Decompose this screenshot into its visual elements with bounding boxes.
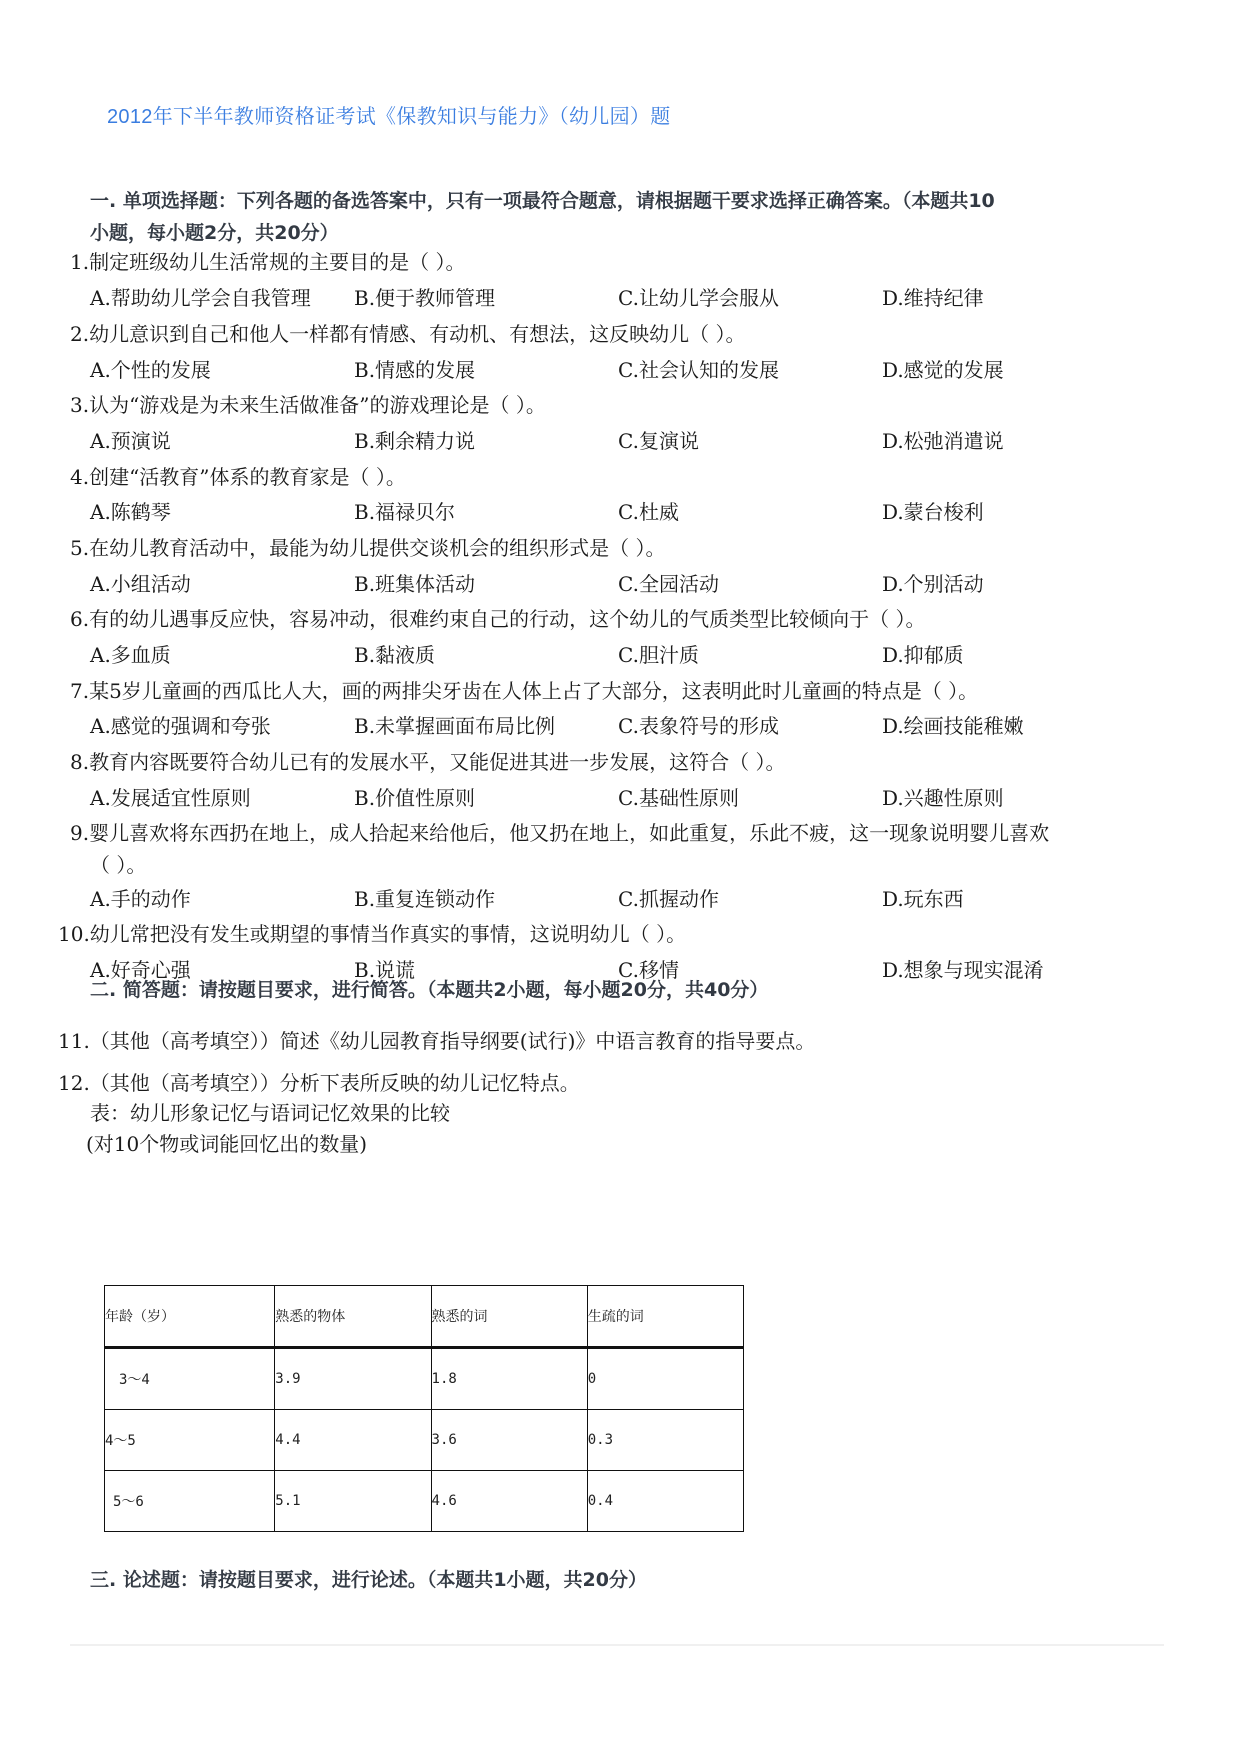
page-divider — [70, 1644, 1164, 1646]
option-b: B.剩余精力说 — [354, 429, 476, 453]
option-a: A.陈鹤琴 — [90, 500, 171, 524]
question-options — [90, 710, 1170, 742]
question-stem: 4.创建“活教育”体系的教育家是（ ）。 — [70, 465, 406, 489]
option-d: D.松弛消遣说 — [882, 429, 1004, 453]
option-a: A.个性的发展 — [90, 358, 211, 382]
option-d: D.维持纪律 — [882, 286, 984, 310]
question-options — [90, 639, 1170, 671]
table-header-row — [105, 1286, 744, 1348]
option-d: D.感觉的发展 — [882, 358, 1004, 382]
table-cell: 3～4 — [105, 1348, 275, 1410]
table-cell: 4.6 — [431, 1471, 587, 1532]
question-options — [90, 425, 1170, 457]
option-c: C.让幼儿学会服从 — [618, 286, 779, 310]
question-options — [90, 568, 1170, 600]
option-a: A.感觉的强调和夸张 — [90, 714, 271, 738]
section-heading-single-choice — [90, 185, 1130, 249]
option-b: B.重复连锁动作 — [354, 887, 496, 911]
question-stem-continuation: （ ）。 — [90, 853, 147, 877]
question-stem: 1.制定班级幼儿生活常规的主要目的是（ ）。 — [70, 250, 466, 274]
table-cell: 5.1 — [275, 1471, 431, 1532]
question-options — [90, 782, 1170, 814]
document-title: 2012年下半年教师资格证考试《保教知识与能力》（幼儿园）题 — [107, 106, 671, 128]
option-a: A.发展适宜性原则 — [90, 786, 251, 810]
memory-comparison-table — [104, 1285, 744, 1532]
option-b: B.说谎 — [354, 958, 416, 982]
option-b: B.价值性原则 — [354, 786, 476, 810]
option-b: B.黏液质 — [354, 643, 436, 667]
option-d: D.想象与现实混淆 — [882, 958, 1044, 982]
question-options — [90, 282, 1170, 314]
question-stem: 2.幼儿意识到自己和他人一样都有情感、有动机、有想法，这反映幼儿（ ）。 — [70, 322, 746, 346]
table-cell: 1.8 — [431, 1348, 587, 1410]
question-options — [90, 883, 1170, 915]
table-caption: 表：幼儿形象记忆与语词记忆效果的比较 — [90, 1101, 450, 1125]
question-stem: 8.教育内容既要符合幼儿已有的发展水平，又能促进其进一步发展，这符合（ ）。 — [70, 750, 786, 774]
option-b: B.福禄贝尔 — [354, 500, 456, 524]
option-b: B.情感的发展 — [354, 358, 476, 382]
option-b: B.班集体活动 — [354, 572, 476, 596]
question-stem-text: 9.婴儿喜欢将东西扔在地上，成人拾起来给他后，他又扔在地上，如此重复，乐此不疲，这一现象说明婴儿喜欢 — [70, 821, 1050, 845]
question-options — [90, 354, 1170, 386]
table-cell: 0 — [587, 1348, 743, 1410]
table-header-cell: 熟悉的词 — [431, 1286, 587, 1348]
question-stem: 7.某5岁儿童画的西瓜比人大，画的两排尖牙齿在人体上占了大部分，这表明此时儿童画的特点是（ ）。 — [70, 679, 979, 703]
option-c: C.社会认知的发展 — [618, 358, 779, 382]
table-row — [105, 1410, 744, 1471]
option-d: D.蒙台梭利 — [882, 500, 984, 524]
question-stem: 6.有的幼儿遇事反应快，容易冲动，很难约束自己的行动，这个幼儿的气质类型比较倾向于（ ）。 — [70, 607, 926, 631]
table-row — [105, 1348, 744, 1410]
section-heading-short-answer: 二. 简答题：请按题目要求，进行简答。（本题共2小题，每小题20分，共40分） — [90, 979, 769, 1001]
table-cell: 0.4 — [587, 1471, 743, 1532]
option-a: A.小组活动 — [90, 572, 191, 596]
section-heading-essay: 三. 论述题：请按题目要求，进行论述。（本题共1小题，共20分） — [90, 1569, 647, 1591]
option-b: B.未掌握画面布局比例 — [354, 714, 556, 738]
question-stem — [70, 817, 1150, 881]
table-header-cell: 生疏的词 — [587, 1286, 743, 1348]
table-header-cell: 年龄（岁） — [105, 1286, 275, 1348]
table-cell: 0.3 — [587, 1410, 743, 1471]
table-cell: 4～5 — [105, 1410, 275, 1471]
table-cell: 3.6 — [431, 1410, 587, 1471]
question-stem: 12.（其他（高考填空））分析下表所反映的幼儿记忆特点。 — [58, 1071, 580, 1095]
option-a: A.多血质 — [90, 643, 171, 667]
option-a: A.预演说 — [90, 429, 171, 453]
section-heading-line: 小题，每小题2分，共20分） — [90, 222, 339, 244]
option-d: D.玩东西 — [882, 887, 964, 911]
question-stem: 3.认为“游戏是为未来生活做准备”的游戏理论是（ ）。 — [70, 393, 546, 417]
option-c: C.基础性原则 — [618, 786, 739, 810]
option-c: C.杜威 — [618, 500, 679, 524]
table-header-cell: 熟悉的物体 — [275, 1286, 431, 1348]
option-d: D.兴趣性原则 — [882, 786, 1004, 810]
table-cell: 3.9 — [275, 1348, 431, 1410]
option-c: C.全园活动 — [618, 572, 719, 596]
section-heading-line: 一. 单项选择题：下列各题的备选答案中，只有一项最符合题意，请根据题干要求选择正确答案。（本题共10 — [90, 190, 995, 212]
option-d: D.个别活动 — [882, 572, 984, 596]
option-d: D.抑郁质 — [882, 643, 964, 667]
option-a: A.好奇心强 — [90, 958, 191, 982]
option-c: C.抓握动作 — [618, 887, 719, 911]
question-stem: 11.（其他（高考填空））简述《幼儿园教育指导纲要(试行)》中语言教育的指导要点。 — [58, 1029, 816, 1053]
option-c: C.复演说 — [618, 429, 699, 453]
option-d: D.绘画技能稚嫩 — [882, 714, 1024, 738]
table-note: (对10个物或词能回忆出的数量) — [86, 1132, 368, 1156]
table-cell: 5～6 — [105, 1471, 275, 1532]
option-a: A.帮助幼儿学会自我管理 — [90, 286, 311, 310]
option-c: C.表象符号的形成 — [618, 714, 779, 738]
table-cell: 4.4 — [275, 1410, 431, 1471]
table-row — [105, 1471, 744, 1532]
question-stem: 10.幼儿常把没有发生或期望的事情当作真实的事情，这说明幼儿（ ）。 — [58, 922, 687, 946]
option-c: C.胆汁质 — [618, 643, 699, 667]
question-stem: 5.在幼儿教育活动中，最能为幼儿提供交谈机会的组织形式是（ ）。 — [70, 536, 666, 560]
option-a: A.手的动作 — [90, 887, 191, 911]
option-c: C.移情 — [618, 958, 679, 982]
question-options — [90, 496, 1170, 528]
option-b: B.便于教师管理 — [354, 286, 496, 310]
